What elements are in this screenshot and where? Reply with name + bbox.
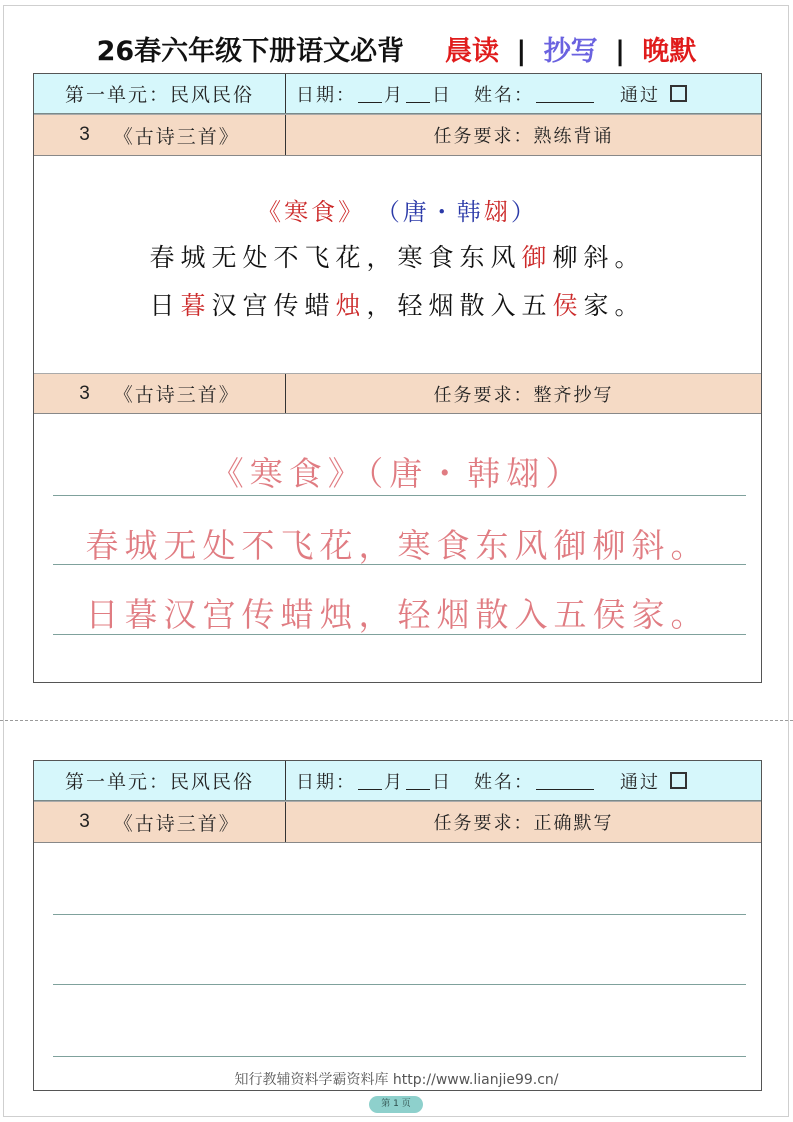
title-main: 26春六年级下册语文必背 <box>96 36 405 67</box>
title-separator: | <box>516 36 527 67</box>
date-label: 日期： <box>296 771 356 793</box>
lesson-title: 《古诗三首》 <box>113 125 240 148</box>
highlight-char: 御 <box>521 243 553 272</box>
writing-line[interactable] <box>53 634 746 635</box>
poem-line-2 <box>34 282 761 330</box>
highlight-char: 侯 <box>552 291 584 320</box>
name-blank[interactable] <box>536 85 594 103</box>
info-row <box>34 761 761 801</box>
month-blank[interactable] <box>358 772 382 790</box>
month-label: 月 <box>384 771 404 793</box>
copy-poem-line-2: 日暮汉宫传蜡烛，轻烟散入五侯家。 <box>85 595 710 634</box>
lesson-cell <box>34 115 286 155</box>
poem-author: （唐・韩 <box>375 198 484 226</box>
unit-label: 第一单元：民风民俗 <box>34 74 286 113</box>
watermark: 知行教辅资料学霸资料库 http://www.lianjie99.cn/ <box>234 1072 559 1088</box>
lesson-title: 《古诗三首》 <box>113 384 240 406</box>
mode-evening: 晚默 <box>642 36 697 67</box>
day-blank[interactable] <box>406 85 430 103</box>
day-blank[interactable] <box>406 772 430 790</box>
task-requirement: 任务要求：正确默写 <box>433 813 614 834</box>
poem-text: 汉宫传蜡 <box>211 291 336 320</box>
writing-line[interactable] <box>53 495 746 496</box>
title-separator: | <box>615 36 625 67</box>
page-number-badge: 第 1 页 <box>369 1096 423 1113</box>
day-label: 日 <box>432 84 452 106</box>
highlight-char: 暮 <box>180 291 212 320</box>
name-label: 姓名： <box>474 771 534 793</box>
poem-title: 《寒食》 <box>257 198 366 226</box>
poem-text: 柳斜。 <box>552 243 646 272</box>
poem-author-end: ） <box>510 198 538 226</box>
writing-line[interactable] <box>53 564 746 565</box>
date-label: 日期： <box>296 84 356 106</box>
lesson-number: 3 <box>79 382 90 404</box>
page-title <box>0 30 793 74</box>
info-row <box>34 74 761 114</box>
poem-author-highlight: 翃 <box>483 198 511 226</box>
pass-checkbox[interactable] <box>670 85 687 102</box>
writing-line[interactable] <box>53 914 746 915</box>
writing-line[interactable] <box>53 1056 746 1057</box>
writing-line[interactable] <box>53 984 746 985</box>
lesson-number: 3 <box>79 124 90 145</box>
task-row-copy <box>34 373 761 414</box>
unit-label: 第一单元：民风民俗 <box>34 761 286 800</box>
name-label: 姓名： <box>474 84 534 106</box>
copy-poem-title: 《寒食》（唐・韩翃） <box>210 454 585 493</box>
poem-title-line <box>34 194 761 230</box>
pass-label: 通过 <box>620 84 660 106</box>
mode-morning: 晨读 <box>445 36 499 67</box>
task-requirement: 任务要求：熟练背诵 <box>433 126 614 147</box>
lesson-cell <box>34 374 286 413</box>
poem-text: 家。 <box>583 291 646 320</box>
task-requirement: 任务要求：整齐抄写 <box>433 384 614 406</box>
month-label: 月 <box>384 84 404 106</box>
lesson-title: 《古诗三首》 <box>113 812 240 835</box>
date-name-cell <box>286 761 761 800</box>
lesson-cell <box>34 802 286 842</box>
mode-copy: 抄写 <box>543 36 598 67</box>
day-label: 日 <box>432 771 452 793</box>
copy-poem-line-1: 春城无处不飞花，寒食东风御柳斜。 <box>85 526 710 565</box>
poem-line-1 <box>34 234 761 282</box>
poem-recite-block <box>34 194 761 330</box>
worksheet-card-1 <box>33 73 762 683</box>
poem-text: 春城无处不飞花，寒食东风 <box>149 243 522 272</box>
highlight-char: 烛 <box>335 291 367 320</box>
task-row-recite <box>34 114 761 156</box>
task-row-dictation <box>34 801 761 843</box>
cut-line <box>0 720 793 721</box>
name-blank[interactable] <box>536 772 594 790</box>
poem-text: ，轻烟散入五 <box>366 291 553 320</box>
date-name-cell <box>286 74 761 113</box>
worksheet-card-2 <box>33 760 762 1091</box>
pass-label: 通过 <box>620 771 660 793</box>
poem-text: 日 <box>149 291 181 320</box>
pass-checkbox[interactable] <box>670 772 687 789</box>
month-blank[interactable] <box>358 85 382 103</box>
lesson-number: 3 <box>79 811 90 832</box>
